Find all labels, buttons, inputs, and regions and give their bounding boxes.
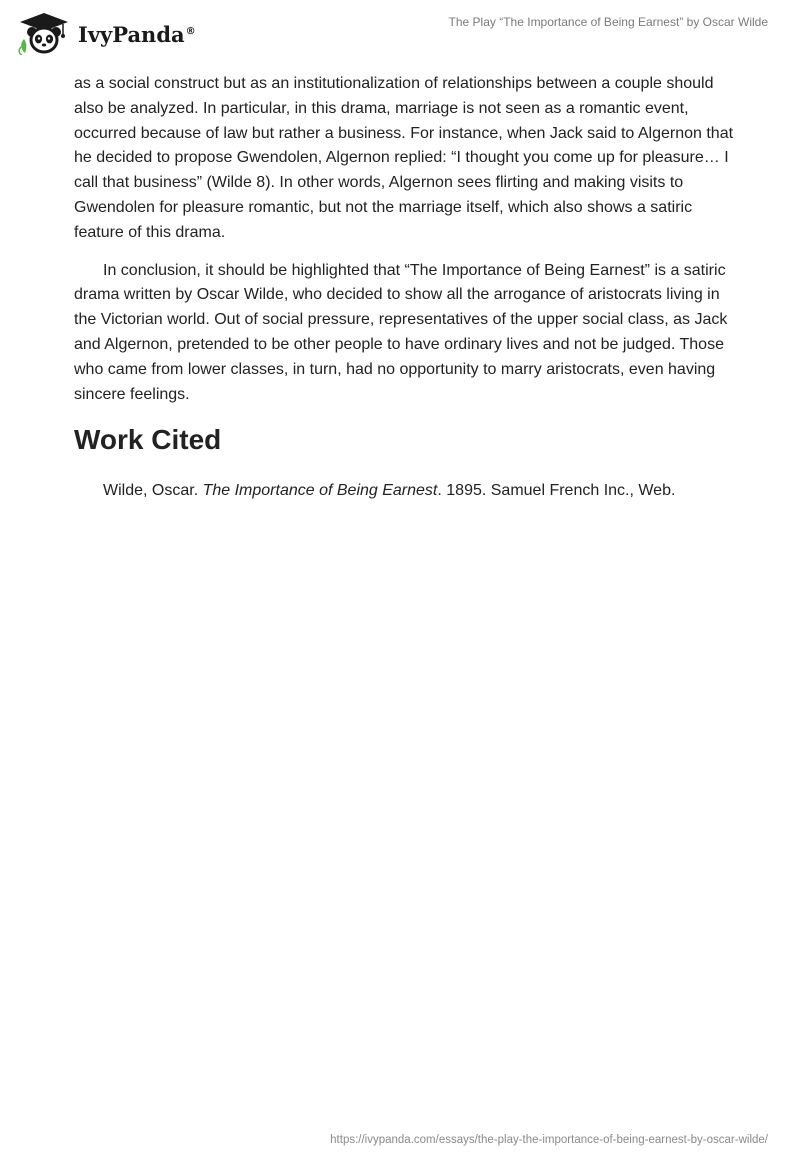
body-paragraph: In conclusion, it should be highlighted that “The Importance of Being Earnest” is a satiric drama written by Oscar Wilde, who decided to show all the arrogance of aristocrats living in the Victorian world. Out of social pressure, representatives of the upper social class, as Jack and Algernon, pretended to be other people to have ordinary lives and not be judged. Those who came from lower classes, in turn, had no opportunity to marry aristocrats, even having sincere feelings. [74,261,728,403]
ivypanda-logo[interactable] [16,8,196,58]
works-cited-heading: Work Cited [74,424,222,456]
registered-mark: ® [185,25,196,37]
panda-graduation-cap-icon [16,11,72,55]
page-header [0,0,800,60]
citation-entry [74,479,734,503]
essay-content [74,72,734,503]
source-url[interactable]: https://ivypanda.com/essays/the-play-the-importance-of-being-earnest-by-oscar-wilde/ [330,1134,768,1146]
document-title: The Play “The Importance of Being Earnest” by Oscar Wilde [448,15,768,29]
citation-details: . 1895. Samuel French Inc., Web. [437,482,676,500]
logo-wordmark: IvyPanda® [78,21,196,47]
body-paragraph: as a social construct but as an institutionalization of relationships between a couple should also be analyzed. In particular, in this drama, marriage is not seen as a romantic event, occurred because of law but rather a business. For instance, when Jack said to Algernon that he decided to propose Gwendolen, Algernon replied: “I thought you come up for pleasure… I call that business” (Wilde 8). In other words, Algernon sees flirting and making visits to Gwendolen for pleasure romantic, but not the marriage itself, which also shows a satiric feature of this drama. [74,75,734,241]
citation-author: Wilde, Oscar. [103,482,203,500]
citation-title: The Importance of Being Earnest [202,482,438,500]
